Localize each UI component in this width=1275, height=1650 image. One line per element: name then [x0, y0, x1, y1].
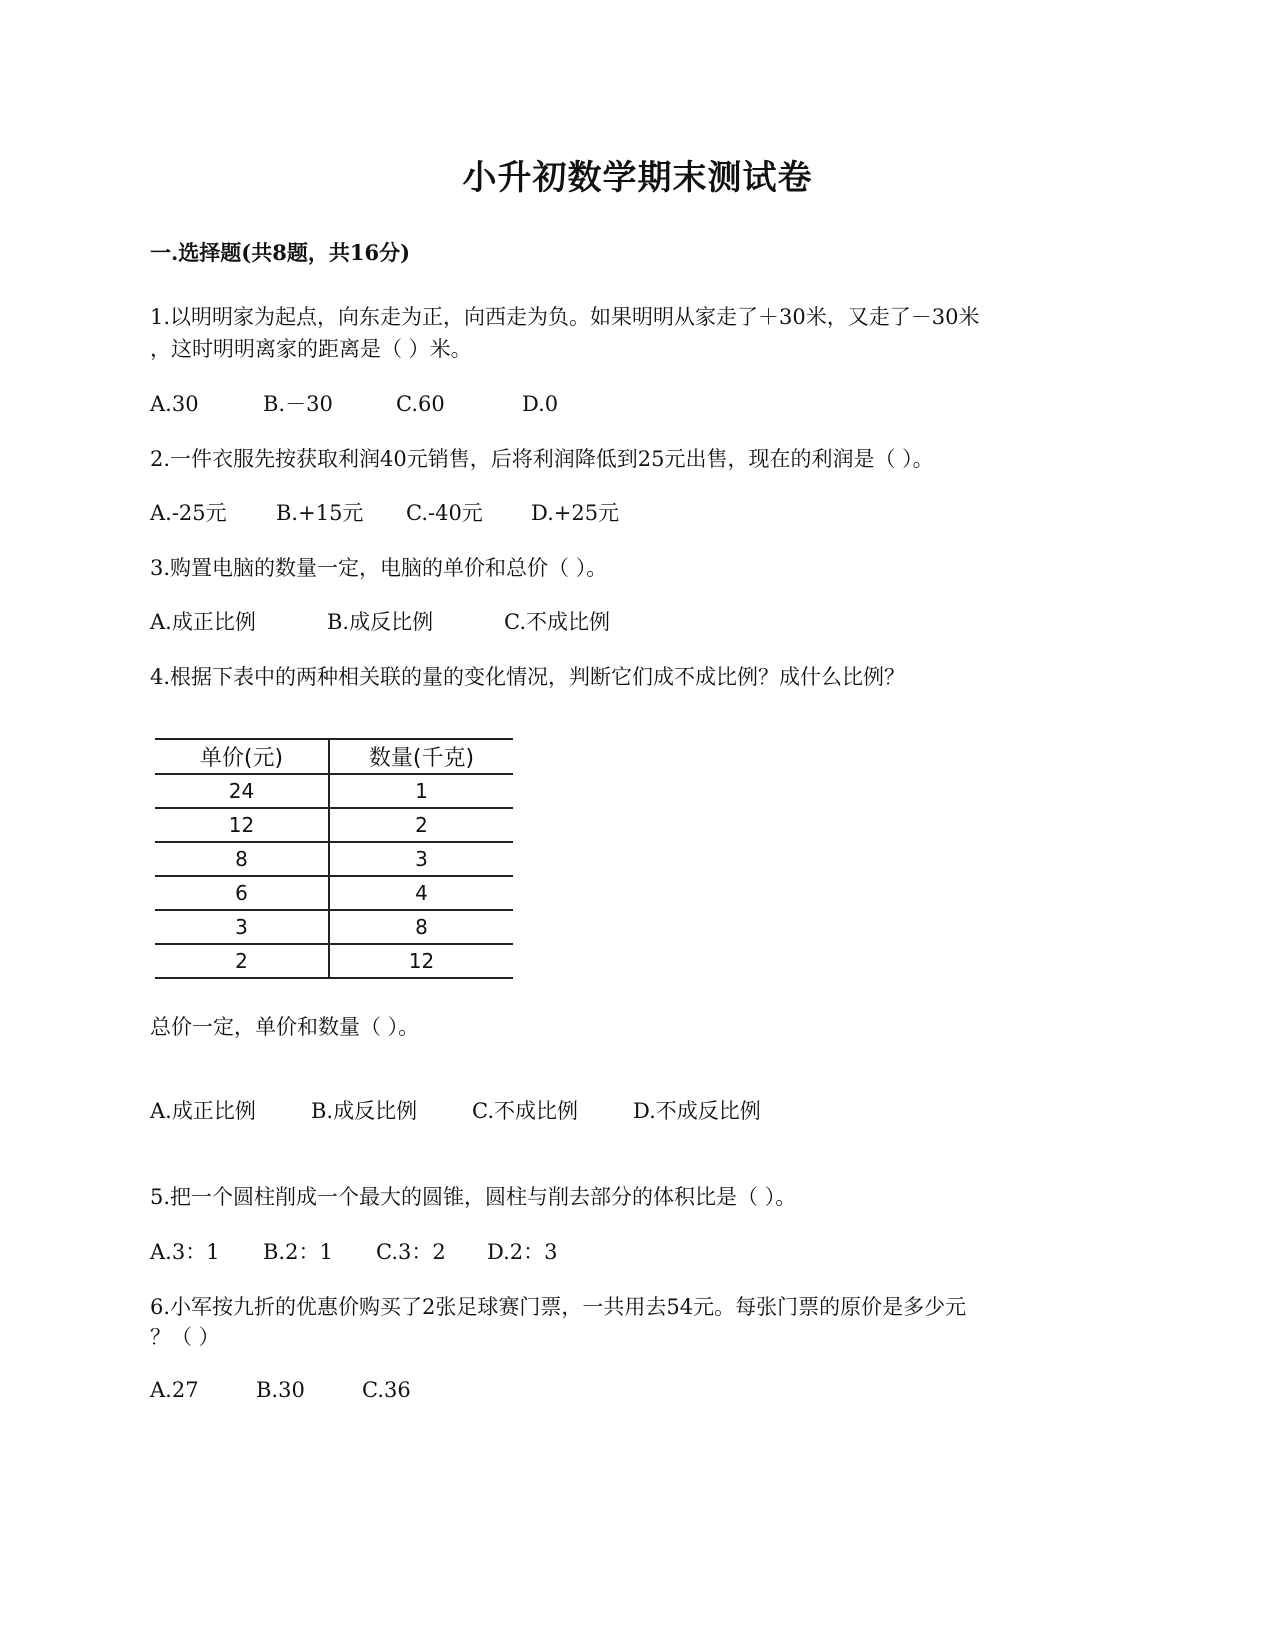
- question-4-options: [150, 1095, 761, 1127]
- option-b[interactable]: B.成反比例: [311, 1099, 418, 1123]
- option-c[interactable]: C.-40元: [406, 501, 483, 525]
- option-c[interactable]: C.36: [362, 1378, 411, 1402]
- option-b[interactable]: B.成反比例: [327, 610, 434, 634]
- option-c[interactable]: C.不成比例: [504, 610, 610, 634]
- question-4-statement: 总价一定，单价和数量（ ）。: [150, 1015, 420, 1039]
- option-b[interactable]: B.+15元: [276, 501, 364, 525]
- option-d[interactable]: D.2：3: [487, 1240, 558, 1264]
- option-d[interactable]: D.不成反比例: [633, 1099, 761, 1123]
- question-5-line-1: 5.把一个圆柱削成一个最大的圆锥，圆柱与削去部分的体积比是（ ）。: [150, 1185, 797, 1209]
- option-b[interactable]: B.2：1: [263, 1240, 333, 1264]
- question-5-options: [150, 1236, 558, 1268]
- table-cell: 12: [155, 808, 329, 842]
- option-d[interactable]: D.+25元: [531, 501, 620, 525]
- table-row: [155, 774, 513, 808]
- question-1-line-1: 1.以明明家为起点，向东走为正，向西走为负。如果明明从家走了＋30米，又走了－30米: [150, 305, 980, 329]
- option-a[interactable]: A.30: [150, 392, 199, 416]
- option-d[interactable]: D.0: [522, 392, 559, 416]
- question-6-options: [150, 1374, 411, 1406]
- question-6-line-2: ？（ ）: [150, 1325, 220, 1349]
- option-a[interactable]: A.3：1: [150, 1240, 220, 1264]
- question-4-line-1: 4.根据下表中的两种相关联的量的变化情况，判断它们成不成比例？成什么比例？: [150, 665, 906, 689]
- question-3-options: [150, 606, 610, 638]
- question-6-line-1: 6.小军按九折的优惠价购买了2张足球赛门票，一共用去54元。每张门票的原价是多少元: [150, 1295, 967, 1319]
- section-heading: 一.选择题(共8题，共16分): [150, 240, 411, 265]
- table-header-row: [155, 739, 513, 774]
- option-c[interactable]: C.3：2: [376, 1240, 446, 1264]
- table-cell: 24: [155, 774, 329, 808]
- question-3-line-1: 3.购置电脑的数量一定，电脑的单价和总价（ ）。: [150, 556, 608, 580]
- option-a[interactable]: A.-25元: [150, 501, 227, 525]
- table-cell: 2: [329, 808, 513, 842]
- option-b[interactable]: B.－30: [263, 392, 333, 416]
- question-2-options: [150, 497, 619, 529]
- page-title: 小升初数学期末测试卷: [462, 158, 813, 198]
- table-cell: 8: [329, 910, 513, 944]
- table-row: [155, 842, 513, 876]
- table-row: [155, 876, 513, 910]
- table-cell: 4: [329, 876, 513, 910]
- table-cell: 3: [329, 842, 513, 876]
- table-row: [155, 910, 513, 944]
- table-header-quantity: 数量(千克): [329, 739, 513, 774]
- table-cell: 2: [155, 944, 329, 978]
- table-cell: 3: [155, 910, 329, 944]
- option-a[interactable]: A.成正比例: [150, 1099, 256, 1123]
- table-cell: 8: [155, 842, 329, 876]
- table-header-price: 单价(元): [155, 739, 329, 774]
- table-row: [155, 944, 513, 978]
- option-c[interactable]: C.60: [396, 392, 445, 416]
- option-a[interactable]: A.27: [150, 1378, 199, 1402]
- question-1-line-2: ，这时明明离家的距离是（ ）米。: [150, 337, 472, 361]
- option-c[interactable]: C.不成比例: [472, 1099, 578, 1123]
- table-row: [155, 808, 513, 842]
- table-cell: 1: [329, 774, 513, 808]
- price-quantity-table: [155, 738, 513, 979]
- table-cell: 6: [155, 876, 329, 910]
- option-b[interactable]: B.30: [256, 1378, 305, 1402]
- question-2-line-1: 2.一件衣服先按获取利润40元销售，后将利润降低到25元出售，现在的利润是（ ）。: [150, 447, 934, 471]
- option-a[interactable]: A.成正比例: [150, 610, 256, 634]
- question-1-options: [150, 388, 558, 420]
- table-cell: 12: [329, 944, 513, 978]
